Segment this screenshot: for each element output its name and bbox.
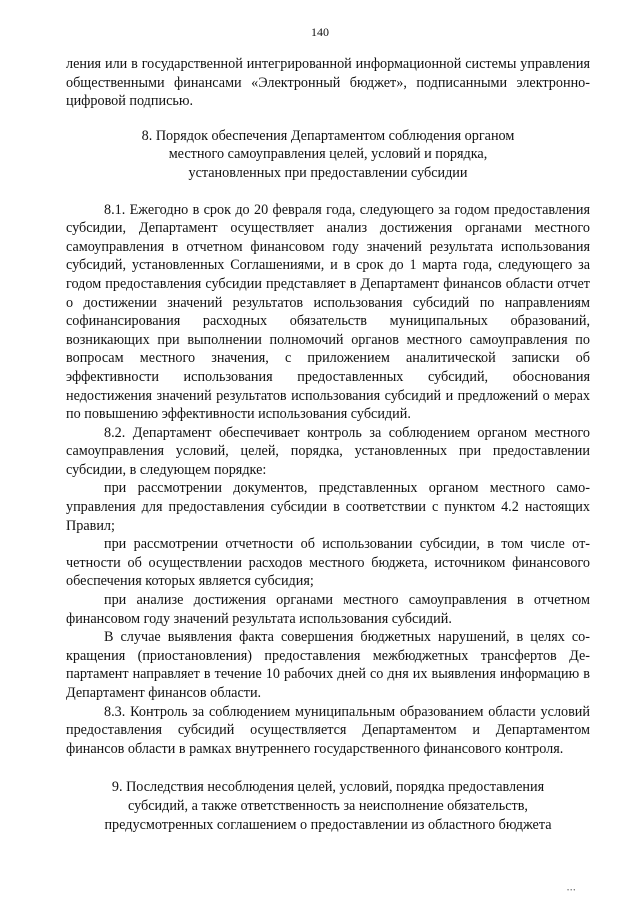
document-body bbox=[66, 55, 590, 834]
paragraph-8-3: 8.3. Контроль за соблюдением муниципальным образованием области условий предоставления субсидий осуществляется Департаментом и Департаментом финансов области в рамках внутреннего государственного финансового контроля. bbox=[66, 703, 590, 757]
section-8-heading bbox=[66, 127, 590, 183]
section-9-heading-line: субсидий, а также ответственность за неисполнение обязательств, bbox=[128, 797, 528, 814]
section-9-heading-line: 9. Последствия несоблюдения целей, условий, порядка предоставления bbox=[111, 779, 545, 796]
paragraph-8-2-item-analysis: при анализе достижения органами местного самоуправления в отчетном финансовом году значений результата использования субсидий. bbox=[66, 592, 590, 627]
paragraph-8-2-violations: В случае выявления факта совершения бюджетных нарушений, в целях сокращения (приостановления) предоставления межбюджетных трансфертов Департамент направляет в течение 10 рабочих дней со дня их выявления информацию в Департамент финансов области. bbox=[66, 629, 590, 701]
section-8-heading-line: 8. Порядок обеспечения Департаментом соблюдения органом bbox=[141, 127, 515, 144]
paragraph-8-1: 8.1. Ежегодно в срок до 20 февраля года, следующего за годом предоставления субсидии, Департамент осуществляет анализ достижения органами местного самоуправления в отчетном финансовом году значений результата использования субсидий, установленных Соглашениями, и в срок до 1 марта года, следующего за годом предоставления субсидии представляет в Департамент финансов области отчет о достижении значений результатов использования субсидий по направлениям софинансирования расходных обязательств муниципальных образований, возникающих при выполнении полномочий органов местного самоуправления по вопросам местного значения, с приложением аналитической записки об эффективности использования предоставленных субсидий, обоснования недостижения значений результатов использования субсидий и предложений о мерах по повышению эффективности использования субсидий. bbox=[66, 201, 590, 423]
intro-paragraph: ления или в государственной интегрированной информационной системы управления общественными финансами «Электронный бюджет», подписанными электронно-цифровой подписью. bbox=[66, 56, 590, 110]
section-9-heading-line: предусмотренных соглашением о предоставлении из областного бюджета bbox=[104, 816, 552, 833]
paragraph-8-2: 8.2. Департамент обеспечивает контроль за соблюдением органом местного самоуправления условий, целей, порядка, установленных при предоставлении субсидии, в следующем порядке: bbox=[66, 424, 590, 478]
paragraph-8-2-item-reporting: при рассмотрении отчетности об использовании субсидии, в том числе отчетности об осуществлении расходов местного бюджета, источником финансового обеспечения которых является субсидия; bbox=[66, 536, 590, 590]
page-number: 140 bbox=[311, 25, 329, 39]
section-9-heading bbox=[66, 778, 590, 834]
paragraph-8-2-item-documents: при рассмотрении документов, представленных органом местного самоуправления для предоставления субсидии в соответствии с пунктом 4.2 настоящих Правил; bbox=[66, 480, 590, 534]
section-8-heading-line: местного самоуправления целей, условий и порядка, bbox=[168, 146, 488, 163]
scan-mark: ••• bbox=[567, 888, 577, 894]
section-8-heading-line: установленных при предоставлении субсидии bbox=[188, 164, 468, 181]
